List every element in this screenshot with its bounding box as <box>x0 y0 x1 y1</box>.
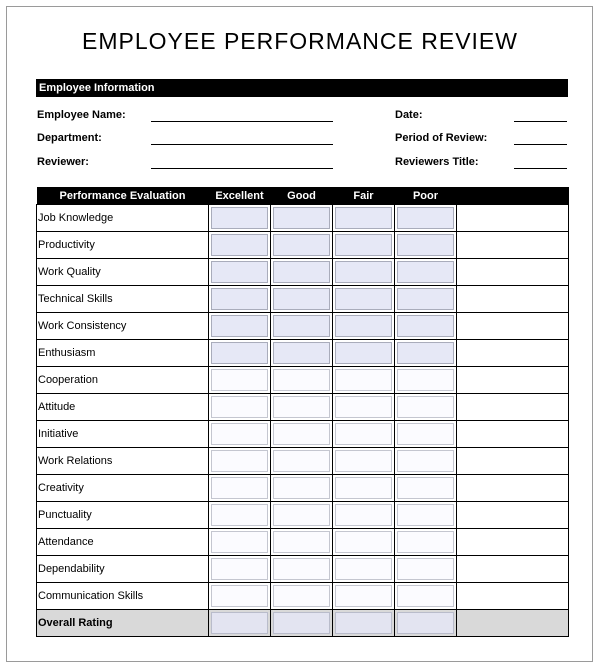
rating-cell-excellent <box>209 475 271 502</box>
rating-cell-poor <box>395 556 457 583</box>
comments-cell[interactable] <box>457 259 569 286</box>
comments-cell[interactable] <box>457 583 569 610</box>
rating-cell-good <box>271 232 333 259</box>
rating-cell-fair <box>333 448 395 475</box>
rating-checkbox-excellent[interactable] <box>211 207 268 229</box>
period-of-review-label: Period of Review: <box>395 132 488 144</box>
rating-checkbox-poor[interactable] <box>397 585 454 607</box>
criterion-label: Work Consistency <box>37 313 209 340</box>
rating-cell-excellent <box>209 394 271 421</box>
criterion-row <box>37 313 569 340</box>
rating-checkbox-good[interactable] <box>273 423 330 445</box>
column-header-fair: Fair <box>333 187 395 205</box>
department-label: Department: <box>37 132 102 144</box>
comments-cell[interactable] <box>457 475 569 502</box>
performance-evaluation-header: Performance Evaluation <box>37 187 209 205</box>
rating-cell-fair <box>333 394 395 421</box>
rating-cell-poor <box>395 313 457 340</box>
rating-checkbox-fair[interactable] <box>335 558 392 580</box>
criterion-row <box>37 529 569 556</box>
rating-checkbox-poor[interactable] <box>397 396 454 418</box>
rating-checkbox-fair[interactable] <box>335 261 392 283</box>
rating-cell-fair <box>333 502 395 529</box>
criterion-label: Creativity <box>37 475 209 502</box>
rating-checkbox-good[interactable] <box>273 531 330 553</box>
rating-checkbox-poor[interactable] <box>397 342 454 364</box>
rating-cell-good <box>271 340 333 367</box>
criterion-row <box>37 475 569 502</box>
period-of-review-field[interactable] <box>514 144 567 145</box>
rating-cell-excellent <box>209 610 271 637</box>
column-header-excellent: Excellent <box>209 187 271 205</box>
rating-cell-good <box>271 367 333 394</box>
rating-cell-poor <box>395 448 457 475</box>
comments-cell[interactable] <box>457 556 569 583</box>
rating-cell-poor <box>395 529 457 556</box>
rating-checkbox-poor[interactable] <box>397 315 454 337</box>
rating-cell-excellent <box>209 286 271 313</box>
criterion-label: Communication Skills <box>37 583 209 610</box>
rating-cell-poor <box>395 394 457 421</box>
overall-rating-row <box>37 610 569 637</box>
rating-checkbox-poor[interactable] <box>397 207 454 229</box>
rating-checkbox-excellent[interactable] <box>211 612 268 634</box>
employee-name-label: Employee Name: <box>37 109 126 121</box>
rating-checkbox-excellent[interactable] <box>211 504 268 526</box>
criterion-row <box>37 421 569 448</box>
rating-checkbox-excellent[interactable] <box>211 585 268 607</box>
rating-cell-excellent <box>209 556 271 583</box>
rating-checkbox-excellent[interactable] <box>211 531 268 553</box>
criterion-row <box>37 205 569 232</box>
rating-cell-fair <box>333 556 395 583</box>
rating-checkbox-fair[interactable] <box>335 369 392 391</box>
rating-checkbox-good[interactable] <box>273 504 330 526</box>
rating-cell-excellent <box>209 313 271 340</box>
rating-cell-good <box>271 529 333 556</box>
rating-cell-poor <box>395 367 457 394</box>
rating-cell-good <box>271 421 333 448</box>
rating-checkbox-good[interactable] <box>273 396 330 418</box>
rating-cell-good <box>271 502 333 529</box>
rating-cell-poor <box>395 259 457 286</box>
comments-cell[interactable] <box>457 367 569 394</box>
criterion-label: Cooperation <box>37 367 209 394</box>
rating-cell-good <box>271 286 333 313</box>
reviewers-title-label: Reviewers Title: <box>395 156 479 168</box>
rating-cell-good <box>271 259 333 286</box>
rating-cell-fair <box>333 475 395 502</box>
rating-checkbox-good[interactable] <box>273 612 330 634</box>
rating-cell-excellent <box>209 583 271 610</box>
rating-checkbox-excellent[interactable] <box>211 234 268 256</box>
rating-cell-good <box>271 475 333 502</box>
rating-checkbox-good[interactable] <box>273 450 330 472</box>
rating-cell-poor <box>395 502 457 529</box>
rating-checkbox-fair[interactable] <box>335 585 392 607</box>
rating-checkbox-good[interactable] <box>273 234 330 256</box>
criterion-label: Enthusiasm <box>37 340 209 367</box>
rating-cell-excellent <box>209 340 271 367</box>
rating-cell-fair <box>333 205 395 232</box>
rating-checkbox-fair[interactable] <box>335 207 392 229</box>
criterion-row <box>37 259 569 286</box>
rating-cell-good <box>271 610 333 637</box>
rating-checkbox-fair[interactable] <box>335 504 392 526</box>
rating-cell-fair <box>333 583 395 610</box>
rating-cell-excellent <box>209 367 271 394</box>
rating-checkbox-fair[interactable] <box>335 477 392 499</box>
rating-cell-fair <box>333 367 395 394</box>
rating-checkbox-fair[interactable] <box>335 396 392 418</box>
rating-cell-excellent <box>209 205 271 232</box>
rating-checkbox-good[interactable] <box>273 477 330 499</box>
criterion-label: Punctuality <box>37 502 209 529</box>
criterion-row <box>37 232 569 259</box>
rating-checkbox-fair[interactable] <box>335 531 392 553</box>
criterion-row <box>37 583 569 610</box>
rating-cell-poor <box>395 232 457 259</box>
rating-cell-poor <box>395 286 457 313</box>
rating-cell-excellent <box>209 448 271 475</box>
rating-cell-poor <box>395 340 457 367</box>
criterion-label: Work Quality <box>37 259 209 286</box>
comments-cell[interactable] <box>457 529 569 556</box>
comments-header <box>457 187 569 205</box>
rating-checkbox-excellent[interactable] <box>211 423 268 445</box>
rating-cell-good <box>271 583 333 610</box>
rating-checkbox-excellent[interactable] <box>211 288 268 310</box>
rating-cell-excellent <box>209 421 271 448</box>
rating-checkbox-poor[interactable] <box>397 612 454 634</box>
rating-checkbox-good[interactable] <box>273 288 330 310</box>
comments-cell[interactable] <box>457 448 569 475</box>
comments-cell[interactable] <box>457 610 569 637</box>
table-header-row <box>37 187 569 205</box>
rating-checkbox-excellent[interactable] <box>211 315 268 337</box>
rating-checkbox-good[interactable] <box>273 585 330 607</box>
date-label: Date: <box>395 109 423 121</box>
rating-checkbox-fair[interactable] <box>335 450 392 472</box>
rating-cell-fair <box>333 529 395 556</box>
rating-cell-fair <box>333 340 395 367</box>
criterion-row <box>37 556 569 583</box>
rating-cell-fair <box>333 610 395 637</box>
rating-cell-poor <box>395 583 457 610</box>
page-title: EMPLOYEE PERFORMANCE REVIEW <box>82 28 518 54</box>
rating-cell-good <box>271 394 333 421</box>
rating-cell-fair <box>333 421 395 448</box>
rating-checkbox-good[interactable] <box>273 261 330 283</box>
comments-cell[interactable] <box>457 394 569 421</box>
department-field[interactable] <box>151 144 333 145</box>
criterion-label: Technical Skills <box>37 286 209 313</box>
rating-checkbox-good[interactable] <box>273 558 330 580</box>
rating-cell-excellent <box>209 259 271 286</box>
rating-checkbox-poor[interactable] <box>397 261 454 283</box>
rating-checkbox-poor[interactable] <box>397 504 454 526</box>
rating-cell-excellent <box>209 529 271 556</box>
rating-checkbox-poor[interactable] <box>397 558 454 580</box>
rating-checkbox-poor[interactable] <box>397 369 454 391</box>
criterion-row <box>37 448 569 475</box>
rating-cell-poor <box>395 205 457 232</box>
rating-cell-good <box>271 313 333 340</box>
rating-checkbox-fair[interactable] <box>335 423 392 445</box>
criterion-label: Attitude <box>37 394 209 421</box>
criterion-label: Job Knowledge <box>37 205 209 232</box>
rating-checkbox-fair[interactable] <box>335 612 392 634</box>
reviewers-title-field[interactable] <box>514 168 567 169</box>
comments-cell[interactable] <box>457 502 569 529</box>
date-field[interactable] <box>514 121 567 122</box>
rating-cell-poor <box>395 421 457 448</box>
rating-cell-poor <box>395 475 457 502</box>
criterion-row <box>37 340 569 367</box>
rating-cell-fair <box>333 259 395 286</box>
column-header-good: Good <box>271 187 333 205</box>
criterion-label: Dependability <box>37 556 209 583</box>
rating-cell-fair <box>333 232 395 259</box>
criterion-label: Productivity <box>37 232 209 259</box>
overall-rating-label: Overall Rating <box>37 610 209 637</box>
rating-checkbox-fair[interactable] <box>335 288 392 310</box>
employee-name-field[interactable] <box>151 121 333 122</box>
comments-cell[interactable] <box>457 232 569 259</box>
rating-cell-good <box>271 205 333 232</box>
rating-checkbox-good[interactable] <box>273 207 330 229</box>
criterion-label: Attendance <box>37 529 209 556</box>
rating-cell-poor <box>395 610 457 637</box>
criterion-row <box>37 367 569 394</box>
rating-checkbox-poor[interactable] <box>397 288 454 310</box>
rating-checkbox-poor[interactable] <box>397 531 454 553</box>
performance-evaluation-table <box>36 187 569 637</box>
rating-checkbox-excellent[interactable] <box>211 450 268 472</box>
rating-checkbox-good[interactable] <box>273 369 330 391</box>
rating-checkbox-good[interactable] <box>273 342 330 364</box>
rating-checkbox-poor[interactable] <box>397 423 454 445</box>
column-header-poor: Poor <box>395 187 457 205</box>
rating-cell-fair <box>333 313 395 340</box>
criterion-label: Work Relations <box>37 448 209 475</box>
rating-cell-fair <box>333 286 395 313</box>
rating-checkbox-poor[interactable] <box>397 477 454 499</box>
rating-checkbox-excellent[interactable] <box>211 342 268 364</box>
rating-checkbox-excellent[interactable] <box>211 396 268 418</box>
rating-checkbox-excellent[interactable] <box>211 369 268 391</box>
rating-checkbox-fair[interactable] <box>335 315 392 337</box>
rating-cell-excellent <box>209 502 271 529</box>
rating-checkbox-excellent[interactable] <box>211 261 268 283</box>
comments-cell[interactable] <box>457 421 569 448</box>
criterion-row <box>37 394 569 421</box>
rating-cell-good <box>271 448 333 475</box>
reviewer-field[interactable] <box>151 168 333 169</box>
rating-checkbox-excellent[interactable] <box>211 477 268 499</box>
rating-cell-excellent <box>209 232 271 259</box>
rating-checkbox-poor[interactable] <box>397 234 454 256</box>
comments-cell[interactable] <box>457 286 569 313</box>
comments-cell[interactable] <box>457 205 569 232</box>
reviewer-label: Reviewer: <box>37 156 89 168</box>
rating-checkbox-excellent[interactable] <box>211 558 268 580</box>
rating-checkbox-good[interactable] <box>273 315 330 337</box>
rating-checkbox-poor[interactable] <box>397 450 454 472</box>
employee-info-header: Employee Information <box>36 79 568 97</box>
rating-cell-good <box>271 556 333 583</box>
rating-checkbox-fair[interactable] <box>335 342 392 364</box>
criterion-row <box>37 286 569 313</box>
comments-cell[interactable] <box>457 340 569 367</box>
criterion-row <box>37 502 569 529</box>
comments-cell[interactable] <box>457 313 569 340</box>
rating-checkbox-fair[interactable] <box>335 234 392 256</box>
criterion-label: Initiative <box>37 421 209 448</box>
